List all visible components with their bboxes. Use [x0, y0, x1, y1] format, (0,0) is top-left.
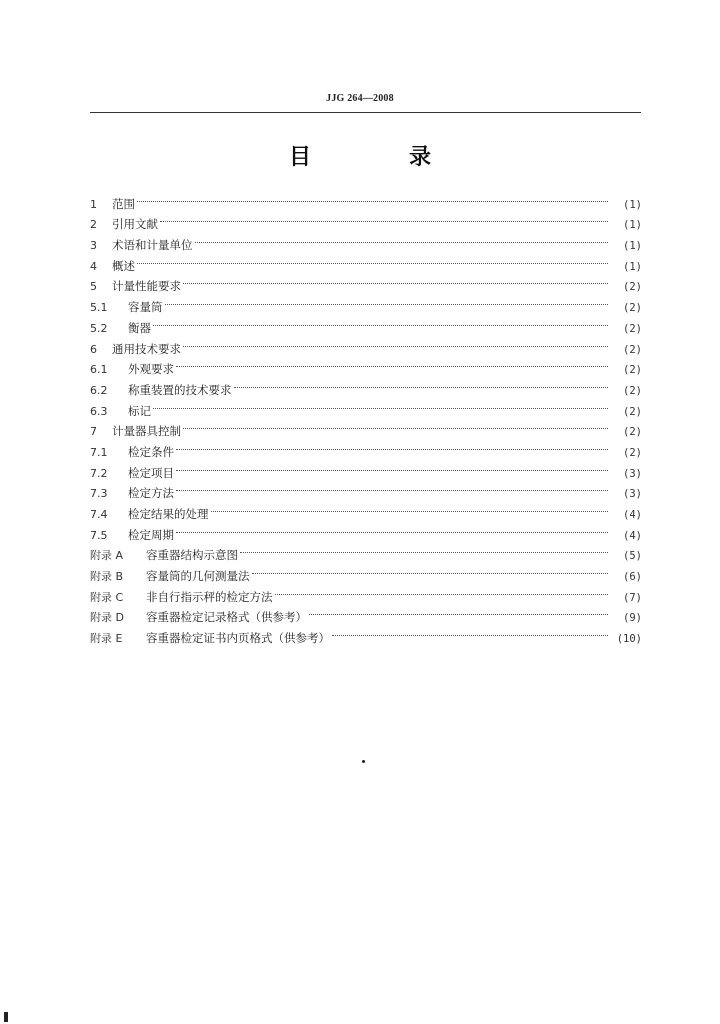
toc-entry [90, 249, 642, 273]
toc-dot-leader [165, 290, 609, 311]
toc-entry-number: 附录 B [90, 570, 124, 584]
toc-entry-number: 1 [90, 197, 97, 211]
toc-entry [90, 208, 642, 232]
toc-entry-number: 7.5 [90, 528, 108, 542]
table-of-contents [90, 187, 642, 646]
toc-dot-leader [252, 559, 609, 580]
toc-dot-leader [234, 373, 609, 394]
toc-entry-number: 6.3 [90, 404, 108, 418]
toc-entry [90, 332, 642, 356]
toc-entry-number: 6.1 [90, 363, 108, 377]
toc-entry-title: 衡器 [128, 320, 151, 335]
toc-entry-title: 容重器结构示意图 [146, 548, 238, 563]
toc-dot-leader [275, 580, 609, 601]
toc-dot-leader [309, 601, 608, 622]
toc-dot-leader [176, 353, 608, 374]
toc-dot-leader [176, 518, 608, 539]
toc-entry-number: 3 [90, 239, 97, 253]
toc-dot-leader [160, 208, 608, 229]
toc-entry-page: (2) [623, 426, 642, 439]
toc-entry-page: (5) [623, 550, 642, 563]
toc-entry [90, 394, 642, 418]
toc-entry-page: (2) [623, 302, 642, 315]
toc-entry-number: 附录 C [90, 590, 124, 604]
toc-entry-page: (1) [623, 260, 642, 273]
toc-entry-title: 容量筒的几何测量法 [146, 569, 250, 584]
toc-entry-title: 范围 [112, 196, 135, 211]
toc-entry-title: 通用技术要求 [112, 341, 181, 356]
toc-entry-number: 2 [90, 218, 97, 232]
toc-entry-number: 7.2 [90, 466, 108, 480]
toc-entry-page: (1) [623, 240, 642, 253]
toc-entry-page: (3) [623, 467, 642, 480]
toc-entry-page: (4) [623, 529, 642, 542]
toc-entry-title: 术语和计量单位 [112, 238, 193, 253]
toc-entry-title: 概述 [112, 258, 135, 273]
toc-entry-title: 标记 [128, 403, 151, 418]
toc-dot-leader [240, 539, 608, 560]
toc-entry-page: (2) [623, 281, 642, 294]
toc-entry-page: (6) [623, 571, 642, 584]
toc-entry-number: 7.1 [90, 445, 108, 459]
toc-entry-page: (1) [623, 198, 642, 211]
scan-speck [4, 1012, 8, 1022]
toc-entry-title: 检定条件 [128, 444, 174, 459]
toc-dot-leader [195, 228, 609, 249]
toc-entry-page: (2) [623, 343, 642, 356]
toc-dot-leader [183, 270, 608, 291]
toc-dot-leader [183, 415, 608, 436]
toc-dot-leader [137, 187, 608, 208]
document-code-header: JJG 264—2008 [326, 93, 394, 104]
toc-entry-page: (2) [623, 384, 642, 397]
toc-entry-number: 6.2 [90, 383, 108, 397]
toc-entry-number: 5.2 [90, 321, 108, 335]
toc-entry-page: (7) [623, 591, 642, 604]
toc-dot-leader [153, 394, 608, 415]
toc-entry-page: (1) [623, 219, 642, 232]
toc-entry-number: 7 [90, 425, 97, 439]
toc-title: 目 录 [288, 145, 469, 170]
toc-entry-title: 容重器检定记录格式（供参考） [146, 610, 307, 625]
toc-entry-page: (2) [623, 364, 642, 377]
toc-entry-number: 附录 A [90, 549, 124, 563]
toc-entry [90, 415, 642, 439]
toc-entry-title: 计量性能要求 [112, 279, 181, 294]
toc-entry [90, 311, 642, 335]
toc-entry-page: (9) [623, 612, 642, 625]
scan-speck [362, 760, 365, 763]
toc-entry-number: 附录 D [90, 611, 124, 625]
toc-entry-number: 7.3 [90, 487, 108, 501]
toc-dot-leader [176, 456, 608, 477]
toc-entry-title: 称重装置的技术要求 [128, 382, 232, 397]
toc-entry-title: 非自行指示秤的检定方法 [146, 589, 273, 604]
toc-entry [90, 228, 642, 253]
toc-entry-page: (10) [616, 633, 642, 646]
toc-entry-title: 检定结果的处理 [128, 507, 209, 521]
toc-entry-number: 5.1 [90, 301, 108, 315]
toc-entry-title: 检定方法 [128, 486, 174, 501]
toc-entry-title: 容重器检定证书内页格式（供参考） [146, 631, 330, 646]
toc-entry-page: (2) [623, 446, 642, 459]
toc-entry-number: 4 [90, 259, 97, 273]
toc-entry-page: (4) [623, 509, 642, 521]
toc-dot-leader [176, 435, 608, 456]
toc-entry-number: 7.4 [90, 508, 108, 521]
toc-dot-leader [176, 477, 608, 498]
toc-dot-leader [153, 311, 608, 332]
toc-entry-title: 外观要求 [128, 362, 174, 377]
toc-entry-title: 检定周期 [128, 527, 174, 542]
toc-dot-leader [137, 249, 608, 270]
toc-entry-number: 6 [90, 342, 97, 356]
toc-entry [90, 270, 642, 294]
toc-entry-title: 计量器具控制 [112, 424, 181, 439]
toc-entry-title: 容量筒 [128, 300, 163, 315]
toc-entry-title: 引用文献 [112, 217, 158, 232]
toc-entry-number: 附录 E [90, 632, 123, 646]
toc-entry-page: (2) [623, 405, 642, 418]
toc-dot-leader [183, 332, 608, 353]
toc-entry [90, 187, 642, 211]
toc-entry-page: (2) [623, 322, 642, 335]
toc-entry-page: (3) [623, 488, 642, 501]
toc-dot-leader [211, 497, 609, 518]
header-rule [90, 112, 641, 113]
toc-entry [90, 290, 642, 315]
toc-entry-title: 检定项目 [128, 465, 174, 480]
toc-dot-leader [332, 621, 608, 642]
toc-entry-number: 5 [90, 280, 97, 294]
